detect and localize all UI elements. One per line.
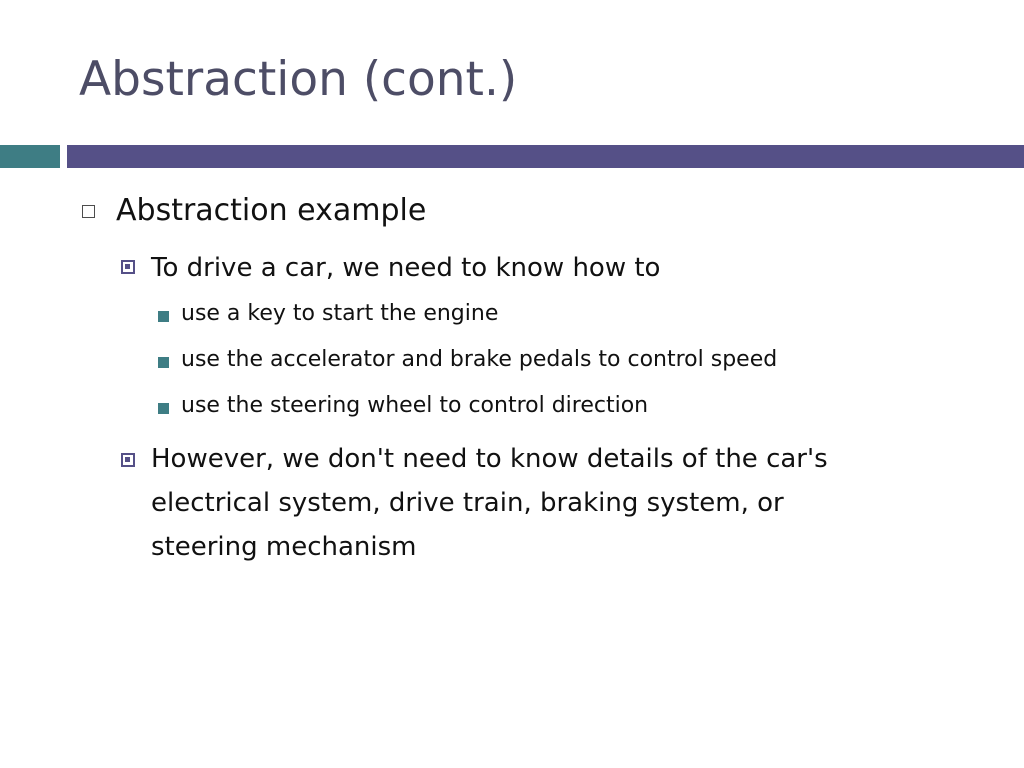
filled-square-bullet-icon bbox=[158, 311, 169, 322]
bullet-level3-text: use the steering wheel to control direction bbox=[181, 393, 649, 418]
slide-title: Abstraction (cont.) bbox=[79, 52, 518, 107]
boxed-square-bullet-icon bbox=[121, 453, 135, 467]
filled-square-bullet-icon bbox=[158, 403, 169, 414]
title-divider-teal bbox=[0, 145, 60, 168]
bullet-level2-text-line1: However, we don't need to know details of the car's bbox=[151, 444, 828, 474]
bullet-level1-text: Abstraction example bbox=[116, 193, 427, 228]
boxed-square-bullet-icon bbox=[121, 260, 135, 274]
bullet-level2-text: To drive a car, we need to know how to bbox=[151, 253, 661, 283]
bullet-level3-text: use the accelerator and brake pedals to control speed bbox=[181, 347, 778, 372]
bullet-level2-text-line3: steering mechanism bbox=[151, 532, 417, 562]
filled-square-bullet-icon bbox=[158, 357, 169, 368]
bullet-level3-text: use a key to start the engine bbox=[181, 301, 499, 326]
bullet-level2-text-line2: electrical system, drive train, braking system, or bbox=[151, 488, 784, 518]
title-divider-purple bbox=[67, 145, 1024, 168]
hollow-square-bullet-icon bbox=[82, 205, 95, 218]
